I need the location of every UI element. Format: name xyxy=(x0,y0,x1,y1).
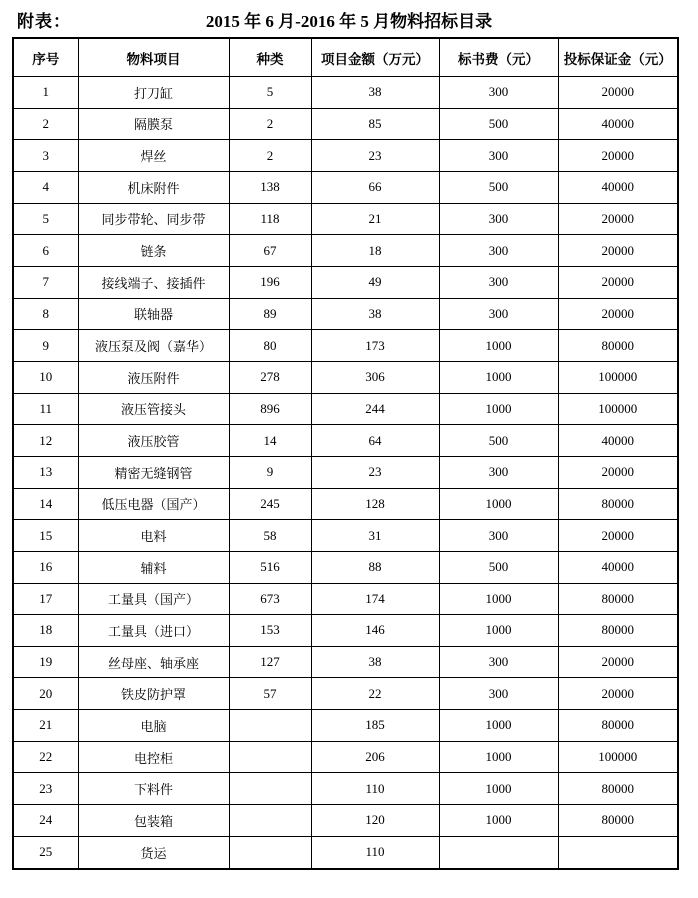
table-cell: 包装箱 xyxy=(78,805,229,837)
table-cell: 80000 xyxy=(558,488,678,520)
table-cell: 300 xyxy=(439,140,558,172)
table-cell: 67 xyxy=(229,235,311,267)
table-cell: 电脑 xyxy=(78,710,229,742)
table-cell xyxy=(229,741,311,773)
table-cell: 5 xyxy=(229,77,311,109)
table-cell: 20000 xyxy=(558,456,678,488)
table-row xyxy=(13,836,678,869)
table-cell: 58 xyxy=(229,520,311,552)
table-row xyxy=(13,77,678,109)
table-cell: 隔膜泵 xyxy=(78,108,229,140)
table-cell: 138 xyxy=(229,171,311,203)
header-cell: 物料项目 xyxy=(78,38,229,77)
table-cell: 40000 xyxy=(558,108,678,140)
table-cell: 联轴器 xyxy=(78,298,229,330)
table-row xyxy=(13,678,678,710)
table-cell: 174 xyxy=(311,583,439,615)
table-row xyxy=(13,741,678,773)
table-row xyxy=(13,266,678,298)
table-cell: 245 xyxy=(229,488,311,520)
table-cell: 20000 xyxy=(558,646,678,678)
table-cell: 20 xyxy=(13,678,78,710)
table-cell: 38 xyxy=(311,646,439,678)
table-cell: 66 xyxy=(311,171,439,203)
table-cell: 1000 xyxy=(439,583,558,615)
table-cell: 20000 xyxy=(558,266,678,298)
table-cell: 100000 xyxy=(558,393,678,425)
table-cell: 2 xyxy=(229,140,311,172)
table-cell: 1000 xyxy=(439,741,558,773)
table-cell: 23 xyxy=(311,140,439,172)
table-cell: 80000 xyxy=(558,805,678,837)
table-row xyxy=(13,361,678,393)
table-cell: 120 xyxy=(311,805,439,837)
table-cell: 3 xyxy=(13,140,78,172)
table-cell: 500 xyxy=(439,425,558,457)
table-cell: 20000 xyxy=(558,77,678,109)
table-row xyxy=(13,171,678,203)
table-cell: 300 xyxy=(439,520,558,552)
table-cell: 1000 xyxy=(439,393,558,425)
header-cell: 投标保证金（元） xyxy=(558,38,678,77)
table-cell: 13 xyxy=(13,456,78,488)
table-cell: 液压管接头 xyxy=(78,393,229,425)
table-cell: 38 xyxy=(311,77,439,109)
table-cell: 306 xyxy=(311,361,439,393)
table-cell xyxy=(229,773,311,805)
table-row xyxy=(13,710,678,742)
table-cell: 100000 xyxy=(558,741,678,773)
table-row xyxy=(13,551,678,583)
table-cell: 20000 xyxy=(558,298,678,330)
table-cell: 电料 xyxy=(78,520,229,552)
table-cell: 110 xyxy=(311,773,439,805)
table-cell: 链条 xyxy=(78,235,229,267)
table-cell: 64 xyxy=(311,425,439,457)
table-cell: 500 xyxy=(439,171,558,203)
table-cell: 18 xyxy=(13,615,78,647)
table-cell: 100000 xyxy=(558,361,678,393)
table-cell: 23 xyxy=(13,773,78,805)
table-cell: 128 xyxy=(311,488,439,520)
table-row xyxy=(13,425,678,457)
table-cell: 20000 xyxy=(558,203,678,235)
table-cell: 接线端子、接插件 xyxy=(78,266,229,298)
table-cell: 21 xyxy=(13,710,78,742)
table-cell: 17 xyxy=(13,583,78,615)
table-cell: 40000 xyxy=(558,551,678,583)
table-cell: 2 xyxy=(229,108,311,140)
table-cell: 14 xyxy=(229,425,311,457)
table-cell: 300 xyxy=(439,77,558,109)
table-cell: 153 xyxy=(229,615,311,647)
page-title: 2015 年 6 月-2016 年 5 月物料招标目录 xyxy=(205,12,493,31)
table-cell xyxy=(439,836,558,869)
table-cell: 8 xyxy=(13,298,78,330)
table-cell: 12 xyxy=(13,425,78,457)
table-cell: 20000 xyxy=(558,520,678,552)
table-row xyxy=(13,393,678,425)
table-row xyxy=(13,773,678,805)
table-cell: 14 xyxy=(13,488,78,520)
table-row xyxy=(13,330,678,362)
table-cell xyxy=(558,836,678,869)
table-cell xyxy=(229,805,311,837)
table-cell: 300 xyxy=(439,456,558,488)
table-cell: 244 xyxy=(311,393,439,425)
table-cell: 机床附件 xyxy=(78,171,229,203)
table-cell: 1000 xyxy=(439,361,558,393)
header-cell: 标书费（元） xyxy=(439,38,558,77)
table-cell: 2 xyxy=(13,108,78,140)
table-cell: 工量具（进口） xyxy=(78,615,229,647)
table-cell: 206 xyxy=(311,741,439,773)
table-cell: 80000 xyxy=(558,330,678,362)
table-row xyxy=(13,615,678,647)
table-cell: 21 xyxy=(311,203,439,235)
table-cell: 1000 xyxy=(439,615,558,647)
table-cell: 300 xyxy=(439,235,558,267)
table-cell: 300 xyxy=(439,298,558,330)
table-cell: 铁皮防护罩 xyxy=(78,678,229,710)
table-cell: 40000 xyxy=(558,171,678,203)
table-cell: 1000 xyxy=(439,488,558,520)
table-cell: 5 xyxy=(13,203,78,235)
table-cell: 辅料 xyxy=(78,551,229,583)
table-cell: 673 xyxy=(229,583,311,615)
table-cell: 80000 xyxy=(558,583,678,615)
table-row xyxy=(13,140,678,172)
table-cell: 25 xyxy=(13,836,78,869)
table-cell: 118 xyxy=(229,203,311,235)
table-cell: 16 xyxy=(13,551,78,583)
table-cell: 146 xyxy=(311,615,439,647)
table-cell: 10 xyxy=(13,361,78,393)
table-cell: 516 xyxy=(229,551,311,583)
table-cell: 1000 xyxy=(439,773,558,805)
table-cell: 40000 xyxy=(558,425,678,457)
table-cell: 打刀缸 xyxy=(78,77,229,109)
table-cell: 300 xyxy=(439,203,558,235)
table-cell: 300 xyxy=(439,646,558,678)
table-row xyxy=(13,456,678,488)
table-cell: 22 xyxy=(311,678,439,710)
table-cell: 196 xyxy=(229,266,311,298)
table-cell: 11 xyxy=(13,393,78,425)
table-cell: 31 xyxy=(311,520,439,552)
header-cell: 种类 xyxy=(229,38,311,77)
table-cell: 液压泵及阀（嘉华） xyxy=(78,330,229,362)
table-cell xyxy=(229,710,311,742)
table-cell: 38 xyxy=(311,298,439,330)
table-cell: 19 xyxy=(13,646,78,678)
table-cell: 15 xyxy=(13,520,78,552)
table-row xyxy=(13,646,678,678)
table-cell: 110 xyxy=(311,836,439,869)
table-cell: 49 xyxy=(311,266,439,298)
table-row xyxy=(13,235,678,267)
table-cell: 500 xyxy=(439,108,558,140)
table-cell: 货运 xyxy=(78,836,229,869)
table-cell: 1 xyxy=(13,77,78,109)
table-cell: 173 xyxy=(311,330,439,362)
table-cell: 80000 xyxy=(558,615,678,647)
table-row xyxy=(13,203,678,235)
table-cell: 22 xyxy=(13,741,78,773)
table-cell: 1000 xyxy=(439,710,558,742)
table-cell: 85 xyxy=(311,108,439,140)
table-cell: 9 xyxy=(229,456,311,488)
table-cell: 80 xyxy=(229,330,311,362)
table-cell: 1000 xyxy=(439,330,558,362)
table-cell: 80000 xyxy=(558,773,678,805)
table-row xyxy=(13,583,678,615)
table-cell: 278 xyxy=(229,361,311,393)
table-cell: 液压附件 xyxy=(78,361,229,393)
table-cell: 300 xyxy=(439,678,558,710)
header-cell: 项目金额（万元） xyxy=(311,38,439,77)
table-cell: 185 xyxy=(311,710,439,742)
table-cell: 同步带轮、同步带 xyxy=(78,203,229,235)
table-cell: 57 xyxy=(229,678,311,710)
table-cell: 24 xyxy=(13,805,78,837)
table-cell: 下料件 xyxy=(78,773,229,805)
table-cell: 88 xyxy=(311,551,439,583)
table-cell: 20000 xyxy=(558,235,678,267)
bidding-catalog-table xyxy=(12,37,679,870)
table-row xyxy=(13,108,678,140)
table-cell: 500 xyxy=(439,551,558,583)
table-row xyxy=(13,805,678,837)
table-row xyxy=(13,488,678,520)
table-cell: 焊丝 xyxy=(78,140,229,172)
title-bar xyxy=(0,0,698,37)
table-cell xyxy=(229,836,311,869)
table-cell: 23 xyxy=(311,456,439,488)
table-row xyxy=(13,520,678,552)
table-cell: 300 xyxy=(439,266,558,298)
table-cell: 液压胶管 xyxy=(78,425,229,457)
header-cell: 序号 xyxy=(13,38,78,77)
table-cell: 896 xyxy=(229,393,311,425)
table-cell: 7 xyxy=(13,266,78,298)
table-cell: 4 xyxy=(13,171,78,203)
table-cell: 89 xyxy=(229,298,311,330)
table-cell: 18 xyxy=(311,235,439,267)
table-cell: 80000 xyxy=(558,710,678,742)
table-cell: 9 xyxy=(13,330,78,362)
table-cell: 6 xyxy=(13,235,78,267)
table-cell: 20000 xyxy=(558,140,678,172)
table-cell: 电控柜 xyxy=(78,741,229,773)
table-cell: 1000 xyxy=(439,805,558,837)
table-cell: 127 xyxy=(229,646,311,678)
table-cell: 低压电器（国产） xyxy=(78,488,229,520)
table-cell: 精密无缝钢管 xyxy=(78,456,229,488)
table-cell: 20000 xyxy=(558,678,678,710)
attachment-label: 附表： xyxy=(17,12,71,31)
table-row xyxy=(13,298,678,330)
table-cell: 工量具（国产） xyxy=(78,583,229,615)
table-header-row xyxy=(13,38,678,77)
table-cell: 丝母座、轴承座 xyxy=(78,646,229,678)
